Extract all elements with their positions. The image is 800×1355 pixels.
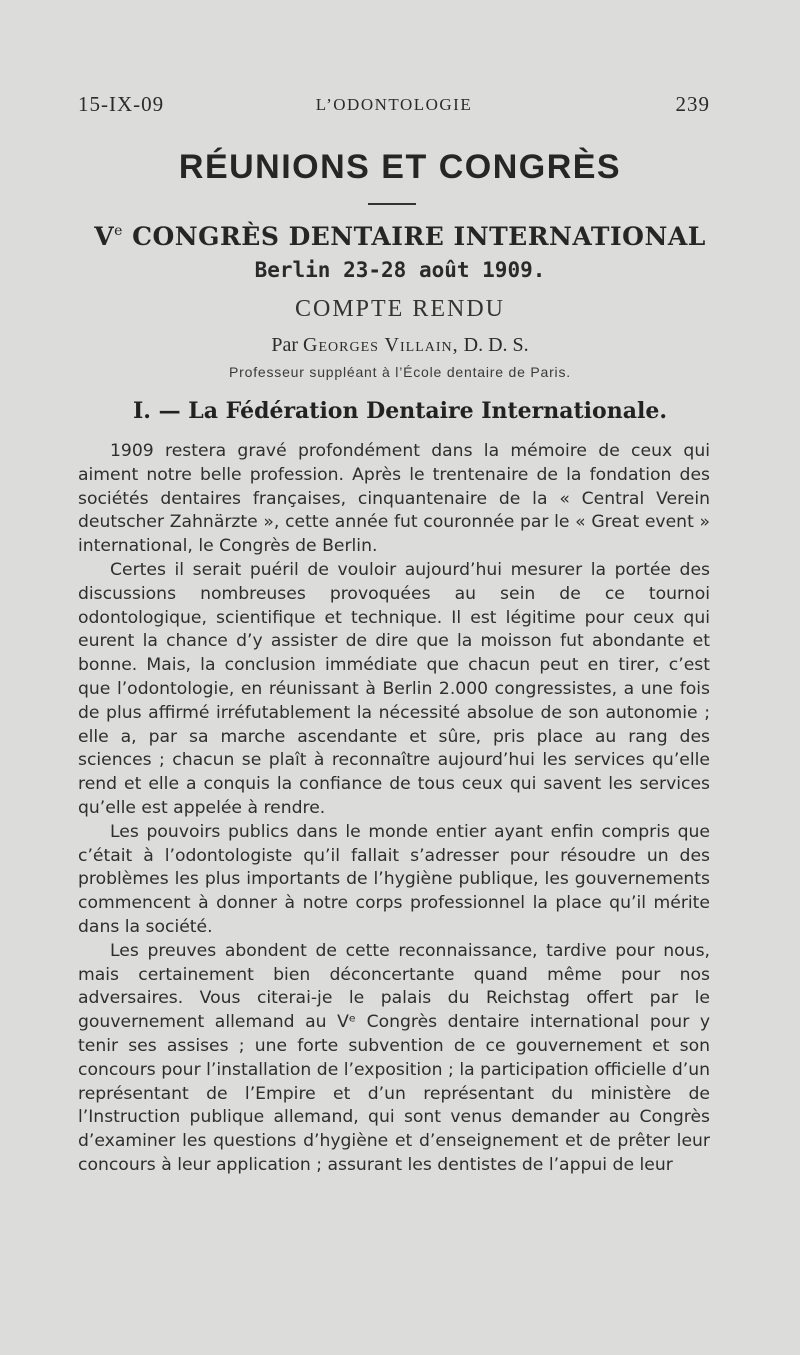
title-divider: [368, 203, 416, 205]
paragraph: Les pouvoirs publics dans le monde entier ayant enfin compris que c’était à l’odontologiste qu’il fallait s’adresser pour résoudre un des problèmes les plus importants de l’hygiène publique, les gouvernements commencent à donner à notre corps professionnel la place qu’il mérite dans la société.: [78, 821, 710, 937]
section-title: RÉUNIONS ET CONGRÈS: [178, 148, 622, 186]
author-affiliation: Professeur suppléant à l’École dentaire de Paris.: [229, 364, 571, 380]
congress-ordinal: V: [94, 222, 115, 251]
paragraph: 1909 restera gravé profondément dans la mémoire de ceux qui aiment notre belle profession. Après le trentenaire de la fondation des sociétés dentaires françaises, cinquantenaire de la « Central Verein deutscher Zahnärzte », cette année fut couronnée par le « Great event » international, le Congrès de Berlin.: [78, 441, 710, 557]
article-body: [78, 440, 710, 1178]
chapter-heading: I. — La Fédération Dentaire Internationale.: [133, 398, 667, 424]
running-head: [78, 92, 710, 122]
journal-title: L’ODONTOLOGIE: [315, 95, 473, 114]
congress-name: CONGRÈS DENTAIRE INTERNATIONAL: [122, 222, 706, 251]
issue-date: 15-IX-09: [78, 92, 165, 116]
paragraph: Les preuves abondent de cette reconnaissance, tardive pour nous, mais certainement bien déconcertante quand même pour nos adversaires. Vous citerai-je le palais du Reichstag offert par le gouvernement allemand au Vᵉ Congrès dentaire international pour y tenir ses assises ; une forte subvention de ce gouvernement et son concours pour l’installation de l’exposition ; la participation officielle d’un représentant de l’Empire et d’un représentant du ministère de l’Instruction publique allemand, qui sont venus demander au Congrès d’examiner les questions d’hygiène et d’enseignement et de prêter leur concours à leur application ; assurant les dentistes de l’appui de leur: [78, 940, 710, 1175]
report-title: COMPTE RENDU: [294, 296, 505, 322]
congress-title: [0, 222, 800, 251]
page-number: 239: [675, 92, 710, 116]
author-name: Georges Villain,: [303, 334, 459, 356]
congress-dateline: Berlin 23-28 août 1909.: [254, 258, 546, 282]
paragraph: Certes il serait puéril de vouloir aujourd’hui mesurer la portée des discussions nombreuses provoquées au sein de ce tournoi odontologique, scientifique et technique. Il est légitime pour ceux qui eurent la chance d’y assister de dire que la moisson fut abondante et bonne. Mais, la conclusion immédiate que chacun peut en tirer, c’est que l’odontologie, en réunissant à Berlin 2.000 congressistes, a une fois de plus affirmé irréfutablement la nécessité absolue de son autonomie ; elle a, par sa marche ascendante et sûre, pris place au rang des sciences ; chacun se plaît à reconnaître aujourd’hui les services qu’elle rend et elle a conquis la confiance de tous ceux qui savent les services qu’elle est appelée à rendre.: [78, 559, 710, 818]
congress-ordinal-suffix: e: [114, 223, 123, 239]
byline: [0, 334, 800, 357]
author-degree: D. D. S.: [458, 334, 529, 356]
byline-prefix: Par: [271, 334, 304, 356]
